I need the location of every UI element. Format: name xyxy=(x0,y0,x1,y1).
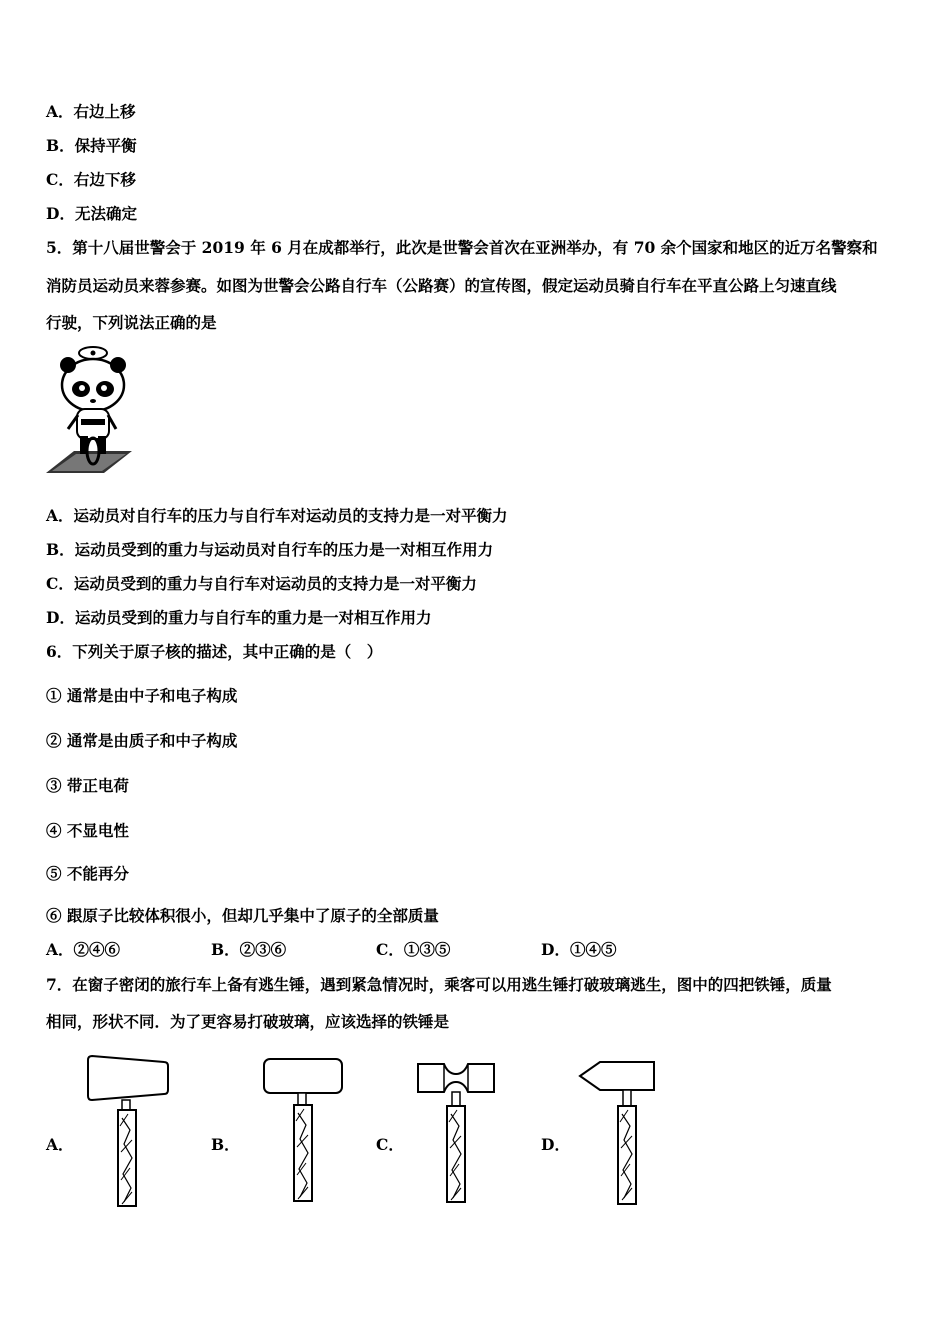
q6-statement-5: ⑤ 不能再分 xyxy=(46,864,129,883)
q5-option-c xyxy=(46,574,477,594)
option-text: 运动员受到的重力与自行车的重力是一对相互作用力 xyxy=(74,608,432,627)
option-letter: D． xyxy=(46,204,75,223)
hammer-d-pointed-head-icon xyxy=(578,1058,658,1210)
q6-statement-1: ① 通常是由中子和电子构成 xyxy=(46,686,238,705)
q6-statement-6: ⑥ 跟原子比较体积很小，但却几乎集中了原子的全部质量 xyxy=(46,906,439,925)
q7-stem-line-1: 7．在窗子密闭的旅行车上备有逃生锤，遇到紧急情况时，乘客可以用逃生锤打破玻璃逃生，图中的四把铁锤，质量 xyxy=(46,975,832,994)
q5-option-a xyxy=(46,506,508,526)
q6-choice-a: A．②④⑥ xyxy=(46,940,121,959)
q5-stem-line-2: 消防员运动员来蓉参赛。如图为世警会公路自行车（公路赛）的宣传图，假定运动员骑自行车在平直公路上匀速直线 xyxy=(46,276,837,295)
option-letter: C． xyxy=(46,574,74,593)
q6-choice-b: B．②③⑥ xyxy=(211,940,287,959)
option-text: 右边上移 xyxy=(73,102,136,121)
q6-statement-4: ④ 不显电性 xyxy=(46,821,129,840)
q4-option-b xyxy=(46,136,137,156)
option-text: 右边下移 xyxy=(73,170,136,189)
hammer-a-wedge-head-icon xyxy=(86,1052,172,1210)
option-letter: C． xyxy=(46,170,74,189)
q6-choice-c: C．①③⑤ xyxy=(376,940,451,959)
hammer-label-d: D． xyxy=(541,1135,570,1154)
option-letter: B． xyxy=(46,136,75,155)
q6-statement-3: ③ 带正电荷 xyxy=(46,776,129,795)
hammer-label-b: B． xyxy=(211,1135,240,1154)
hammer-c-bell-head-icon xyxy=(414,1060,498,1208)
option-letter: A． xyxy=(46,102,74,121)
q4-option-d xyxy=(46,204,137,224)
panda-cyclist-illustration xyxy=(44,345,136,477)
option-text: 运动员对自行车的压力与自行车对运动员的支持力是一对平衡力 xyxy=(73,506,508,525)
hammer-b-flat-head-icon xyxy=(262,1055,344,1207)
option-text: 运动员受到的重力与自行车对运动员的支持力是一对平衡力 xyxy=(73,574,477,593)
option-text: 保持平衡 xyxy=(74,136,137,155)
option-text: 运动员受到的重力与运动员对自行车的压力是一对相互作用力 xyxy=(74,540,494,559)
q5-option-b xyxy=(46,540,493,560)
q4-option-a xyxy=(46,102,136,122)
q5-stem-line-3: 行驶，下列说法正确的是 xyxy=(46,313,217,332)
q6-choice-d: D．①④⑤ xyxy=(541,940,617,959)
q5-stem-line-1: 5．第十八届世警会于 2019 年 6 月在成都举行，此次是世警会首次在亚洲举办，有 70 余个国家和地区的近万名警察和 xyxy=(46,238,878,257)
q6-stem: 6．下列关于原子核的描述，其中正确的是（ ） xyxy=(46,642,383,661)
option-letter: D． xyxy=(46,608,75,627)
option-text: 无法确定 xyxy=(74,204,137,223)
hammer-label-a: A． xyxy=(46,1135,74,1154)
option-letter: A． xyxy=(46,506,74,525)
hammer-label-c: C． xyxy=(376,1135,404,1154)
q7-stem-line-2: 相同，形状不同．为了更容易打破玻璃，应该选择的铁锤是 xyxy=(46,1012,450,1031)
q6-statement-2: ② 通常是由质子和中子构成 xyxy=(46,731,238,750)
option-letter: B． xyxy=(46,540,75,559)
q5-option-d xyxy=(46,608,431,628)
q4-option-c xyxy=(46,170,136,190)
